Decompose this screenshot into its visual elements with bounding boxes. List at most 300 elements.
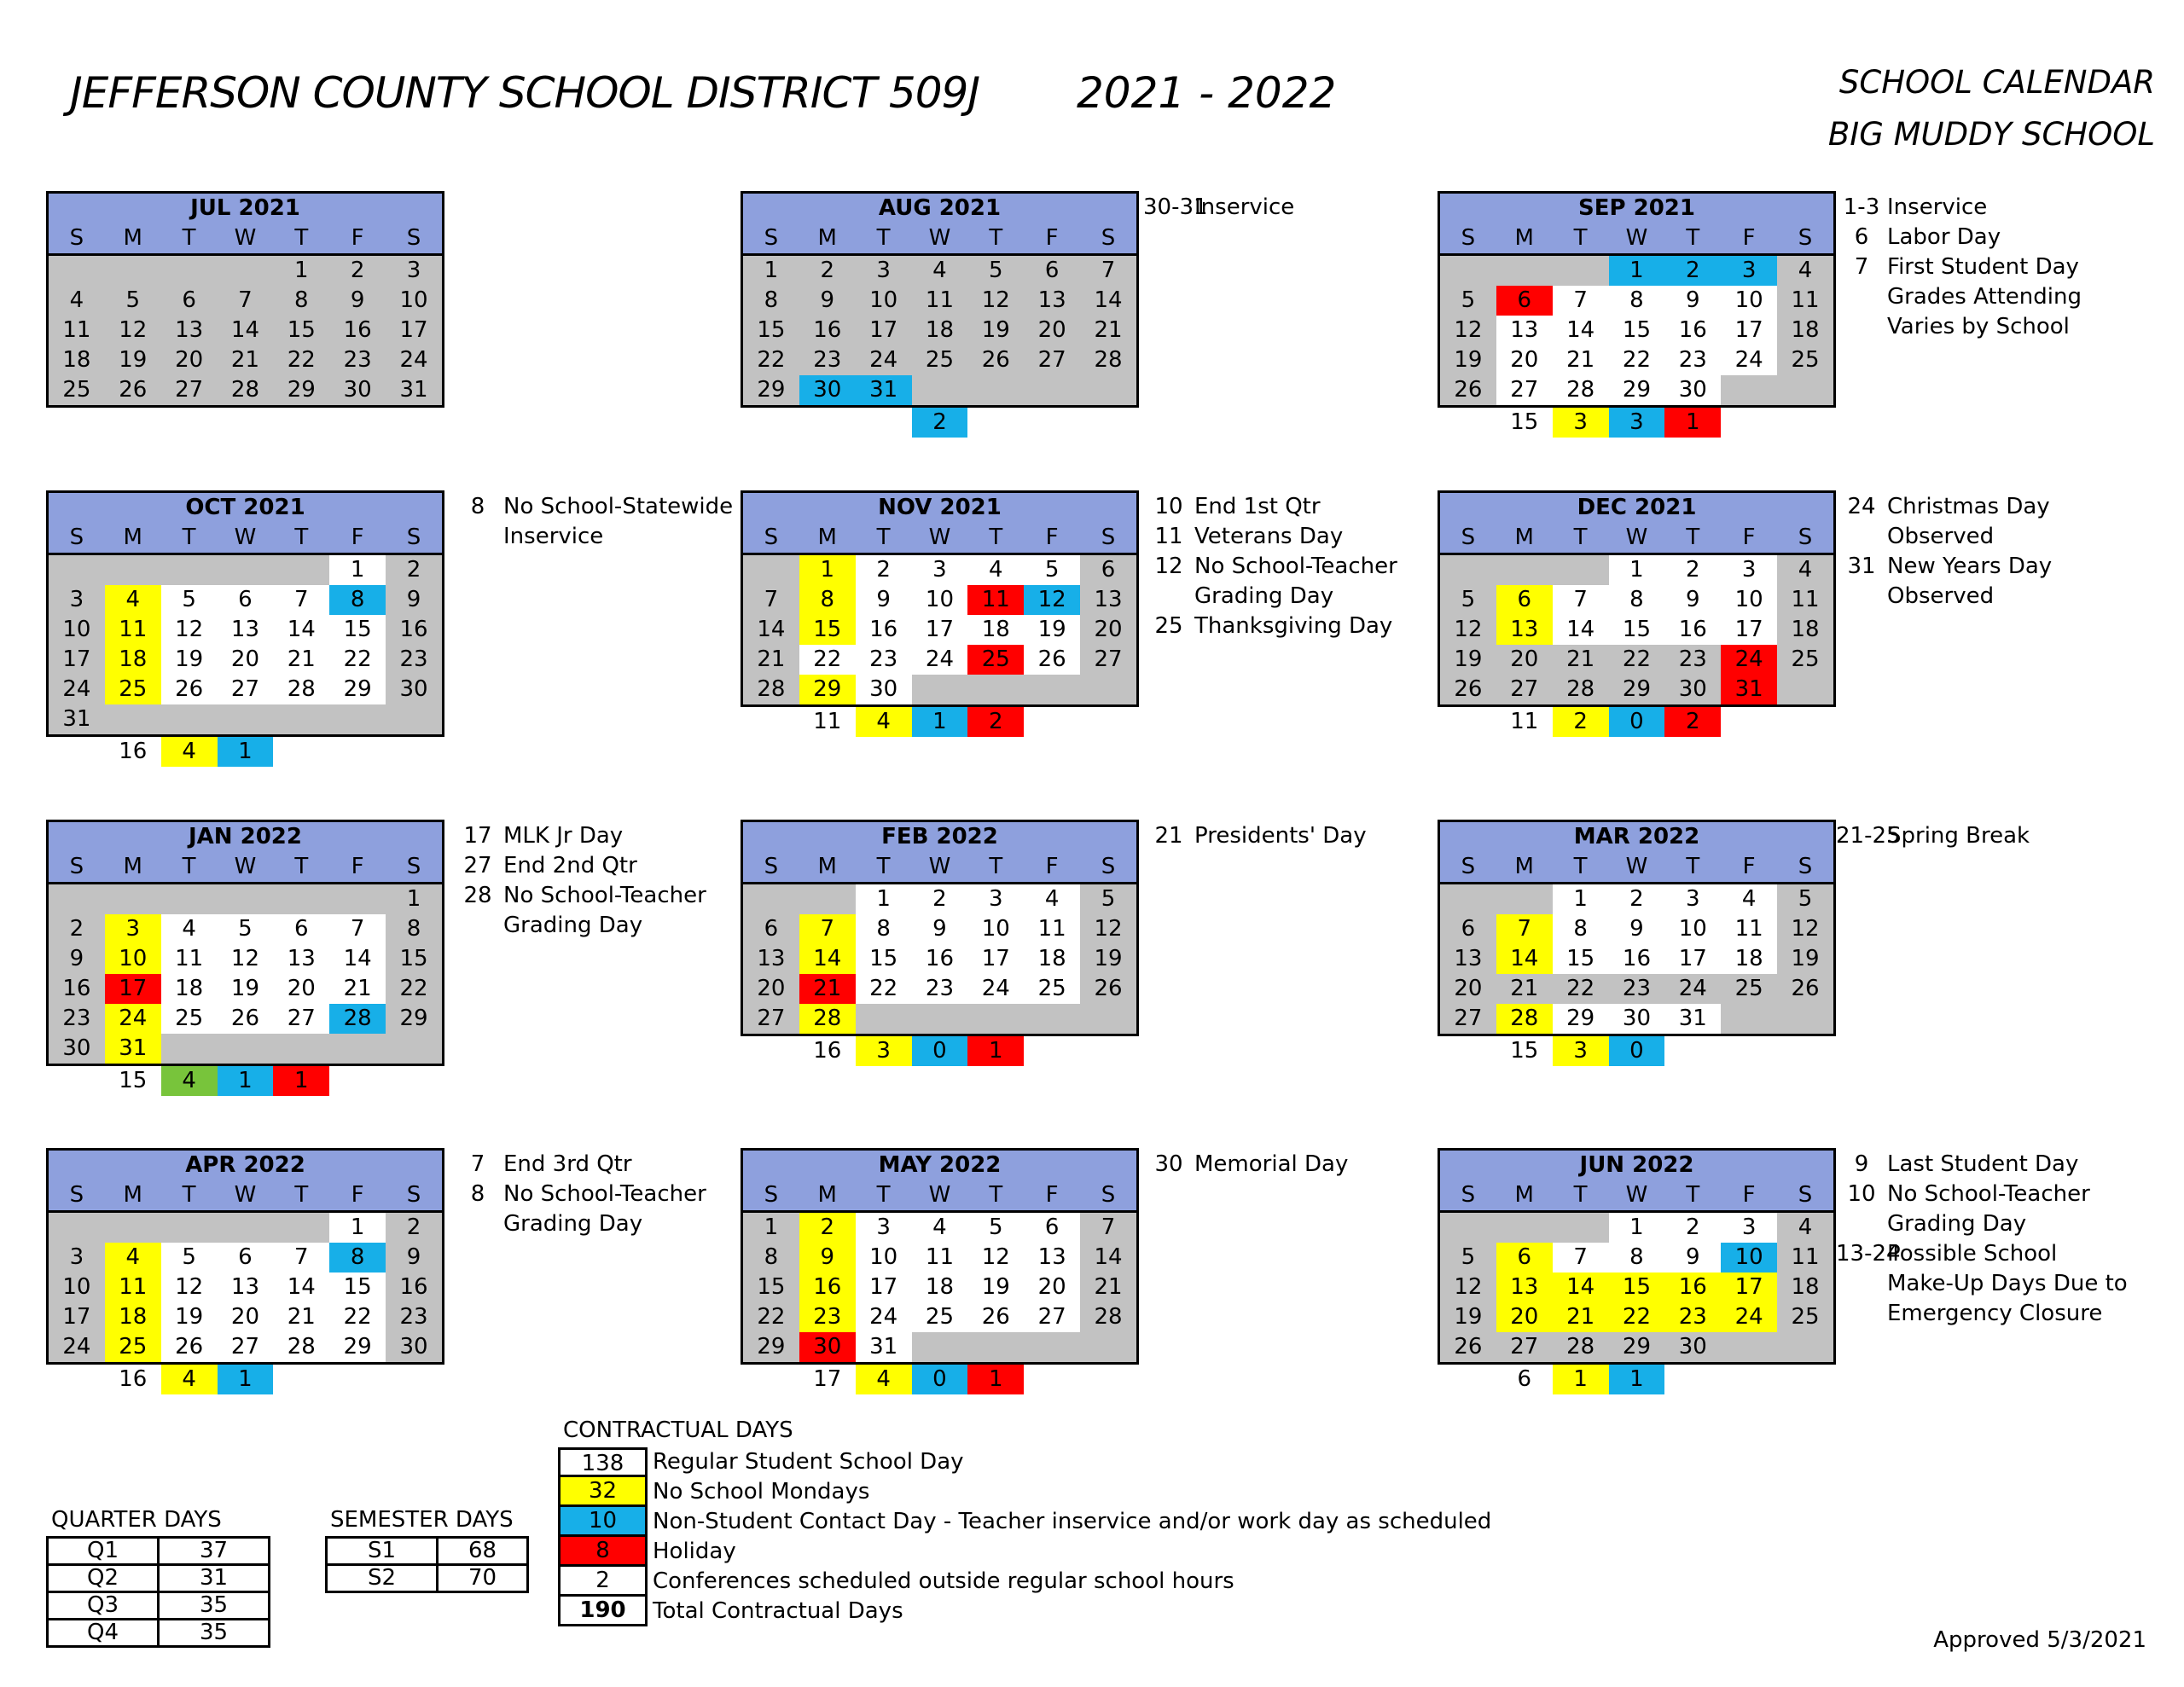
day-cell: 3: [105, 914, 161, 944]
weekday-label: F: [351, 1182, 364, 1208]
day-count: 4: [856, 1365, 912, 1394]
note-line: [452, 881, 706, 911]
day-count: 1: [218, 1365, 274, 1394]
weekday-label: T: [182, 1182, 196, 1208]
note-text: Grading Day: [1194, 583, 1334, 609]
note-day: 24: [1847, 494, 1876, 519]
note-line: [1836, 252, 2082, 282]
day-cell: 20: [1024, 1272, 1080, 1302]
day-cell: 15: [856, 944, 912, 974]
week-row: [49, 585, 442, 615]
day-cell: [218, 1034, 274, 1064]
day-cell: 18: [1024, 944, 1080, 974]
weekday-header: [1440, 852, 1833, 884]
day-cell: 24: [967, 974, 1024, 1004]
month-days: [743, 1213, 1136, 1362]
day-cell: 7: [1553, 286, 1609, 316]
weekday-label: S: [1101, 1182, 1116, 1208]
day-cell: 4: [1777, 256, 1833, 286]
day-cell: 21: [218, 345, 274, 375]
day-cell: 7: [1496, 914, 1553, 944]
period-label: S1: [327, 1538, 438, 1565]
weekday-label: T: [294, 225, 309, 251]
weekday-label: F: [1742, 225, 1756, 251]
note-day: 8: [470, 494, 485, 519]
period-label: Q4: [48, 1620, 159, 1647]
month-day-counts: [105, 1066, 329, 1096]
day-cell: [218, 704, 274, 734]
day-cell: 24: [856, 345, 912, 375]
day-cell: 18: [105, 645, 161, 675]
day-count: 11: [799, 707, 856, 737]
week-row: [49, 1004, 442, 1034]
day-cell: 7: [273, 585, 329, 615]
day-cell: 5: [1080, 884, 1136, 914]
month-title: DEC 2021: [1440, 493, 1833, 523]
weekday-label: S: [1461, 225, 1476, 251]
note-text: Varies by School: [1887, 314, 2070, 339]
week-row: [1440, 1243, 1833, 1272]
note-text: No School-Teacher: [1194, 554, 1397, 579]
quarter-days-table: [46, 1536, 270, 1648]
note-text: End 1st Qtr: [1194, 494, 1321, 519]
legend-count: 8: [558, 1537, 648, 1567]
week-row: [743, 675, 1136, 704]
weekday-label: T: [182, 854, 196, 879]
day-cell: 2: [856, 555, 912, 585]
month-notes: [452, 821, 706, 941]
day-count: 3: [856, 1036, 912, 1066]
week-row: [743, 345, 1136, 375]
day-cell: [912, 1004, 968, 1034]
month-day-counts: [1496, 707, 1721, 737]
day-cell: 19: [1440, 645, 1496, 675]
week-row: [49, 704, 442, 734]
day-cell: 11: [161, 944, 218, 974]
month-calendar-apr-2022: [46, 1148, 444, 1365]
day-cell: 23: [1664, 645, 1721, 675]
legend-row: [558, 1537, 1491, 1567]
day-cell: 21: [273, 1302, 329, 1332]
day-cell: [1721, 375, 1777, 405]
day-cell: 28: [1553, 675, 1609, 704]
weekday-label: T: [1573, 225, 1588, 251]
weekday-label: W: [928, 225, 951, 251]
note-text: Make-Up Days Due to: [1887, 1271, 2128, 1296]
month-title: SEP 2021: [1440, 194, 1833, 223]
day-cell: [105, 884, 161, 914]
day-cell: 8: [743, 286, 799, 316]
day-cell: 21: [1080, 1272, 1136, 1302]
note-text: End 2nd Qtr: [503, 853, 637, 878]
weekday-label: W: [234, 1182, 257, 1208]
note-line: [1836, 312, 2082, 342]
note-day: [452, 1209, 503, 1239]
day-cell: 3: [856, 1213, 912, 1243]
day-cell: 12: [1440, 1272, 1496, 1302]
day-cell: 14: [1080, 286, 1136, 316]
note-text: No School-Teacher: [1887, 1181, 2090, 1207]
month-calendar-nov-2021: [741, 490, 1139, 707]
weekday-label: W: [234, 225, 257, 251]
day-cell: 9: [1664, 585, 1721, 615]
weekday-label: S: [1798, 525, 1813, 550]
week-row: [743, 944, 1136, 974]
day-cell: 29: [329, 1332, 386, 1362]
note-text: Christmas Day: [1887, 494, 2050, 519]
day-cell: 31: [856, 1332, 912, 1362]
weekday-label: T: [294, 525, 309, 550]
day-cell: [1080, 1004, 1136, 1034]
weekday-label: T: [989, 525, 1003, 550]
weekday-label: T: [294, 1182, 309, 1208]
day-cell: [273, 1034, 329, 1064]
day-cell: [1721, 1332, 1777, 1362]
month-title: NOV 2021: [743, 493, 1136, 523]
weekday-label: W: [928, 854, 951, 879]
day-cell: [218, 555, 274, 585]
day-cell: [1440, 256, 1496, 286]
note-line: [1143, 1150, 1348, 1180]
period-label: S2: [327, 1565, 438, 1592]
day-cell: 31: [1721, 675, 1777, 704]
week-row: [1440, 316, 1833, 345]
day-cell: 10: [49, 615, 105, 645]
month-days: [743, 884, 1136, 1034]
note-day: [1836, 1269, 1887, 1299]
weekday-label: F: [1742, 1182, 1756, 1208]
day-cell: 12: [218, 944, 274, 974]
day-cell: 10: [856, 1243, 912, 1272]
weekday-label: M: [1514, 525, 1534, 550]
week-row: [1440, 585, 1833, 615]
day-cell: 21: [1553, 1302, 1609, 1332]
day-cell: 16: [386, 1272, 442, 1302]
note-line: [1836, 1180, 2128, 1209]
day-count: 16: [105, 1365, 161, 1394]
day-cell: 29: [743, 375, 799, 405]
note-text: Inservice: [1194, 194, 1295, 220]
note-line: [1836, 282, 2082, 312]
summary-row: [48, 1592, 270, 1620]
weekday-header: [743, 223, 1136, 256]
day-cell: 1: [799, 555, 856, 585]
day-cell: 2: [1609, 884, 1665, 914]
legend-label: Total Contractual Days: [653, 1598, 903, 1624]
day-cell: 3: [1721, 1213, 1777, 1243]
day-cell: 13: [1080, 585, 1136, 615]
day-cell: 28: [743, 675, 799, 704]
day-cell: 4: [1024, 884, 1080, 914]
note-day: 21-25: [1836, 823, 1901, 849]
day-count: 2: [912, 408, 968, 438]
day-cell: 30: [49, 1034, 105, 1064]
note-day: 7: [1854, 254, 1869, 280]
day-cell: 15: [1609, 316, 1665, 345]
day-cell: 11: [49, 316, 105, 345]
day-cell: 8: [329, 585, 386, 615]
period-label: Q3: [48, 1592, 159, 1620]
day-cell: 16: [856, 615, 912, 645]
day-count: 4: [161, 1365, 218, 1394]
day-cell: 21: [799, 974, 856, 1004]
note-text: Emergency Closure: [1887, 1301, 2103, 1326]
summary-row: [48, 1538, 270, 1565]
day-cell: 9: [1664, 286, 1721, 316]
day-cell: [1024, 375, 1080, 405]
weekday-label: W: [928, 525, 951, 550]
day-cell: 5: [967, 256, 1024, 286]
week-row: [743, 1004, 1136, 1034]
month-days: [49, 256, 442, 405]
week-row: [743, 1213, 1136, 1243]
month-notes: [1143, 193, 1294, 223]
note-line: [1143, 492, 1397, 522]
weekday-label: S: [764, 1182, 779, 1208]
week-row: [1440, 1332, 1833, 1362]
day-cell: 4: [967, 555, 1024, 585]
weekday-label: M: [1514, 854, 1534, 879]
weekday-label: T: [989, 1182, 1003, 1208]
day-cell: 16: [1609, 944, 1665, 974]
month-day-counts: [1496, 1036, 1665, 1066]
day-cell: 24: [49, 1332, 105, 1362]
note-text: Labor Day: [1887, 224, 2001, 250]
day-cell: 27: [1496, 675, 1553, 704]
day-count: 3: [1609, 408, 1665, 438]
period-days: 35: [159, 1620, 270, 1647]
day-cell: 28: [273, 675, 329, 704]
day-cell: 6: [1496, 585, 1553, 615]
day-cell: [912, 675, 968, 704]
day-cell: 22: [329, 1302, 386, 1332]
day-cell: 20: [218, 645, 274, 675]
day-cell: 12: [1440, 316, 1496, 345]
period-days: 70: [438, 1565, 528, 1592]
day-cell: 6: [218, 585, 274, 615]
contractual-days-legend: [558, 1447, 1491, 1626]
weekday-label: M: [817, 854, 837, 879]
note-line: [1836, 1299, 2128, 1329]
month-days: [743, 555, 1136, 704]
day-cell: 30: [1664, 1332, 1721, 1362]
day-cell: 4: [1721, 884, 1777, 914]
day-cell: [105, 256, 161, 286]
day-cell: 11: [1024, 914, 1080, 944]
day-cell: 19: [161, 645, 218, 675]
week-row: [1440, 645, 1833, 675]
weekday-label: T: [1573, 1182, 1588, 1208]
day-cell: 16: [329, 316, 386, 345]
day-count: 1: [218, 1066, 274, 1096]
day-count: 1: [1609, 1365, 1665, 1394]
day-cell: 21: [1496, 974, 1553, 1004]
note-text: Veterans Day: [1194, 524, 1344, 549]
day-cell: 30: [799, 375, 856, 405]
weekday-label: W: [1625, 854, 1648, 879]
week-row: [743, 316, 1136, 345]
day-cell: [386, 1034, 442, 1064]
day-cell: 21: [1553, 345, 1609, 375]
day-cell: 19: [1080, 944, 1136, 974]
day-cell: 19: [161, 1302, 218, 1332]
day-cell: 1: [1553, 884, 1609, 914]
day-cell: 20: [1496, 345, 1553, 375]
month-calendar-dec-2021: [1438, 490, 1836, 707]
weekday-label: T: [1686, 854, 1700, 879]
weekday-label: T: [1686, 525, 1700, 550]
week-row: [1440, 375, 1833, 405]
legend-row: [558, 1507, 1491, 1537]
day-cell: 15: [273, 316, 329, 345]
day-cell: 26: [1440, 375, 1496, 405]
day-count: 16: [799, 1036, 856, 1066]
day-cell: 14: [273, 615, 329, 645]
note-line: [1143, 582, 1397, 612]
weekday-label: F: [1045, 525, 1059, 550]
day-cell: 17: [1664, 944, 1721, 974]
week-row: [49, 675, 442, 704]
day-cell: 19: [1440, 1302, 1496, 1332]
quarter-days-title: QUARTER DAYS: [51, 1507, 222, 1533]
weekday-label: T: [294, 854, 309, 879]
weekday-label: S: [1101, 525, 1116, 550]
day-cell: 26: [218, 1004, 274, 1034]
weekday-label: W: [1625, 225, 1648, 251]
day-cell: 3: [49, 585, 105, 615]
day-cell: 2: [386, 555, 442, 585]
day-cell: 21: [1553, 645, 1609, 675]
week-row: [743, 1243, 1136, 1272]
month-notes: [1836, 1150, 2128, 1329]
note-day: 6: [1854, 224, 1869, 250]
week-row: [1440, 345, 1833, 375]
note-text: Last Student Day: [1887, 1151, 2079, 1177]
day-cell: [912, 1332, 968, 1362]
day-cell: [1496, 1213, 1553, 1243]
week-row: [1440, 675, 1833, 704]
day-cell: 31: [856, 375, 912, 405]
day-cell: [967, 1332, 1024, 1362]
weekday-label: M: [817, 1182, 837, 1208]
day-cell: 6: [1080, 555, 1136, 585]
day-cell: 11: [105, 615, 161, 645]
day-cell: 25: [161, 1004, 218, 1034]
day-cell: 3: [386, 256, 442, 286]
week-row: [1440, 286, 1833, 316]
week-row: [49, 615, 442, 645]
day-cell: 5: [1440, 585, 1496, 615]
day-cell: 23: [386, 645, 442, 675]
day-cell: 21: [273, 645, 329, 675]
weekday-label: S: [1798, 225, 1813, 251]
week-row: [1440, 944, 1833, 974]
note-line: [452, 821, 706, 851]
day-cell: [1440, 1213, 1496, 1243]
weekday-header: [1440, 1180, 1833, 1213]
weekday-label: T: [876, 1182, 891, 1208]
day-cell: 1: [329, 1213, 386, 1243]
day-cell: 13: [273, 944, 329, 974]
day-cell: 31: [49, 704, 105, 734]
weekday-label: S: [1798, 854, 1813, 879]
day-cell: 27: [1496, 375, 1553, 405]
summary-row: [327, 1538, 528, 1565]
day-cell: 26: [161, 1332, 218, 1362]
day-count: 1: [967, 1036, 1024, 1066]
day-cell: 4: [105, 585, 161, 615]
month-days: [49, 555, 442, 734]
semester-days-table: [325, 1536, 529, 1593]
day-cell: 28: [1553, 375, 1609, 405]
legend-label: Regular Student School Day: [653, 1449, 964, 1475]
legend-count: 2: [558, 1567, 648, 1597]
week-row: [743, 585, 1136, 615]
day-cell: 11: [912, 286, 968, 316]
note-line: [1836, 582, 2052, 612]
day-cell: 15: [743, 316, 799, 345]
period-days: 35: [159, 1592, 270, 1620]
day-cell: 22: [1609, 1302, 1665, 1332]
day-cell: 14: [329, 944, 386, 974]
day-cell: [218, 1213, 274, 1243]
day-cell: [967, 1004, 1024, 1034]
day-cell: [273, 884, 329, 914]
day-cell: 4: [161, 914, 218, 944]
week-row: [49, 1272, 442, 1302]
day-cell: [273, 1213, 329, 1243]
month-days: [49, 1213, 442, 1362]
day-cell: [386, 704, 442, 734]
note-day: 27: [463, 853, 492, 878]
day-cell: 2: [912, 884, 968, 914]
day-cell: 18: [967, 615, 1024, 645]
week-row: [49, 375, 442, 405]
day-cell: 8: [1553, 914, 1609, 944]
day-cell: 18: [912, 316, 968, 345]
day-cell: 5: [967, 1213, 1024, 1243]
month-title: MAY 2022: [743, 1151, 1136, 1180]
day-cell: 24: [912, 645, 968, 675]
note-day: [1836, 582, 1887, 612]
day-count: 3: [1553, 1036, 1609, 1066]
note-line: [1836, 223, 2082, 252]
day-cell: 6: [1496, 286, 1553, 316]
day-cell: 17: [912, 615, 968, 645]
day-cell: 9: [386, 585, 442, 615]
note-line: [1836, 821, 2030, 851]
note-text: Grading Day: [503, 1211, 643, 1237]
week-row: [743, 375, 1136, 405]
weekday-label: M: [817, 225, 837, 251]
day-count: 2: [967, 707, 1024, 737]
day-cell: [1721, 1004, 1777, 1034]
day-cell: 28: [1080, 345, 1136, 375]
day-count: 0: [1609, 707, 1665, 737]
week-row: [743, 645, 1136, 675]
day-cell: 17: [49, 645, 105, 675]
day-cell: 17: [386, 316, 442, 345]
note-text: Grading Day: [503, 913, 643, 938]
day-cell: 18: [161, 974, 218, 1004]
weekday-label: S: [406, 525, 421, 550]
week-row: [1440, 884, 1833, 914]
day-cell: 8: [273, 286, 329, 316]
day-cell: 25: [1721, 974, 1777, 1004]
weekday-label: M: [1514, 1182, 1534, 1208]
day-cell: 13: [1024, 286, 1080, 316]
day-cell: 27: [1024, 1302, 1080, 1332]
